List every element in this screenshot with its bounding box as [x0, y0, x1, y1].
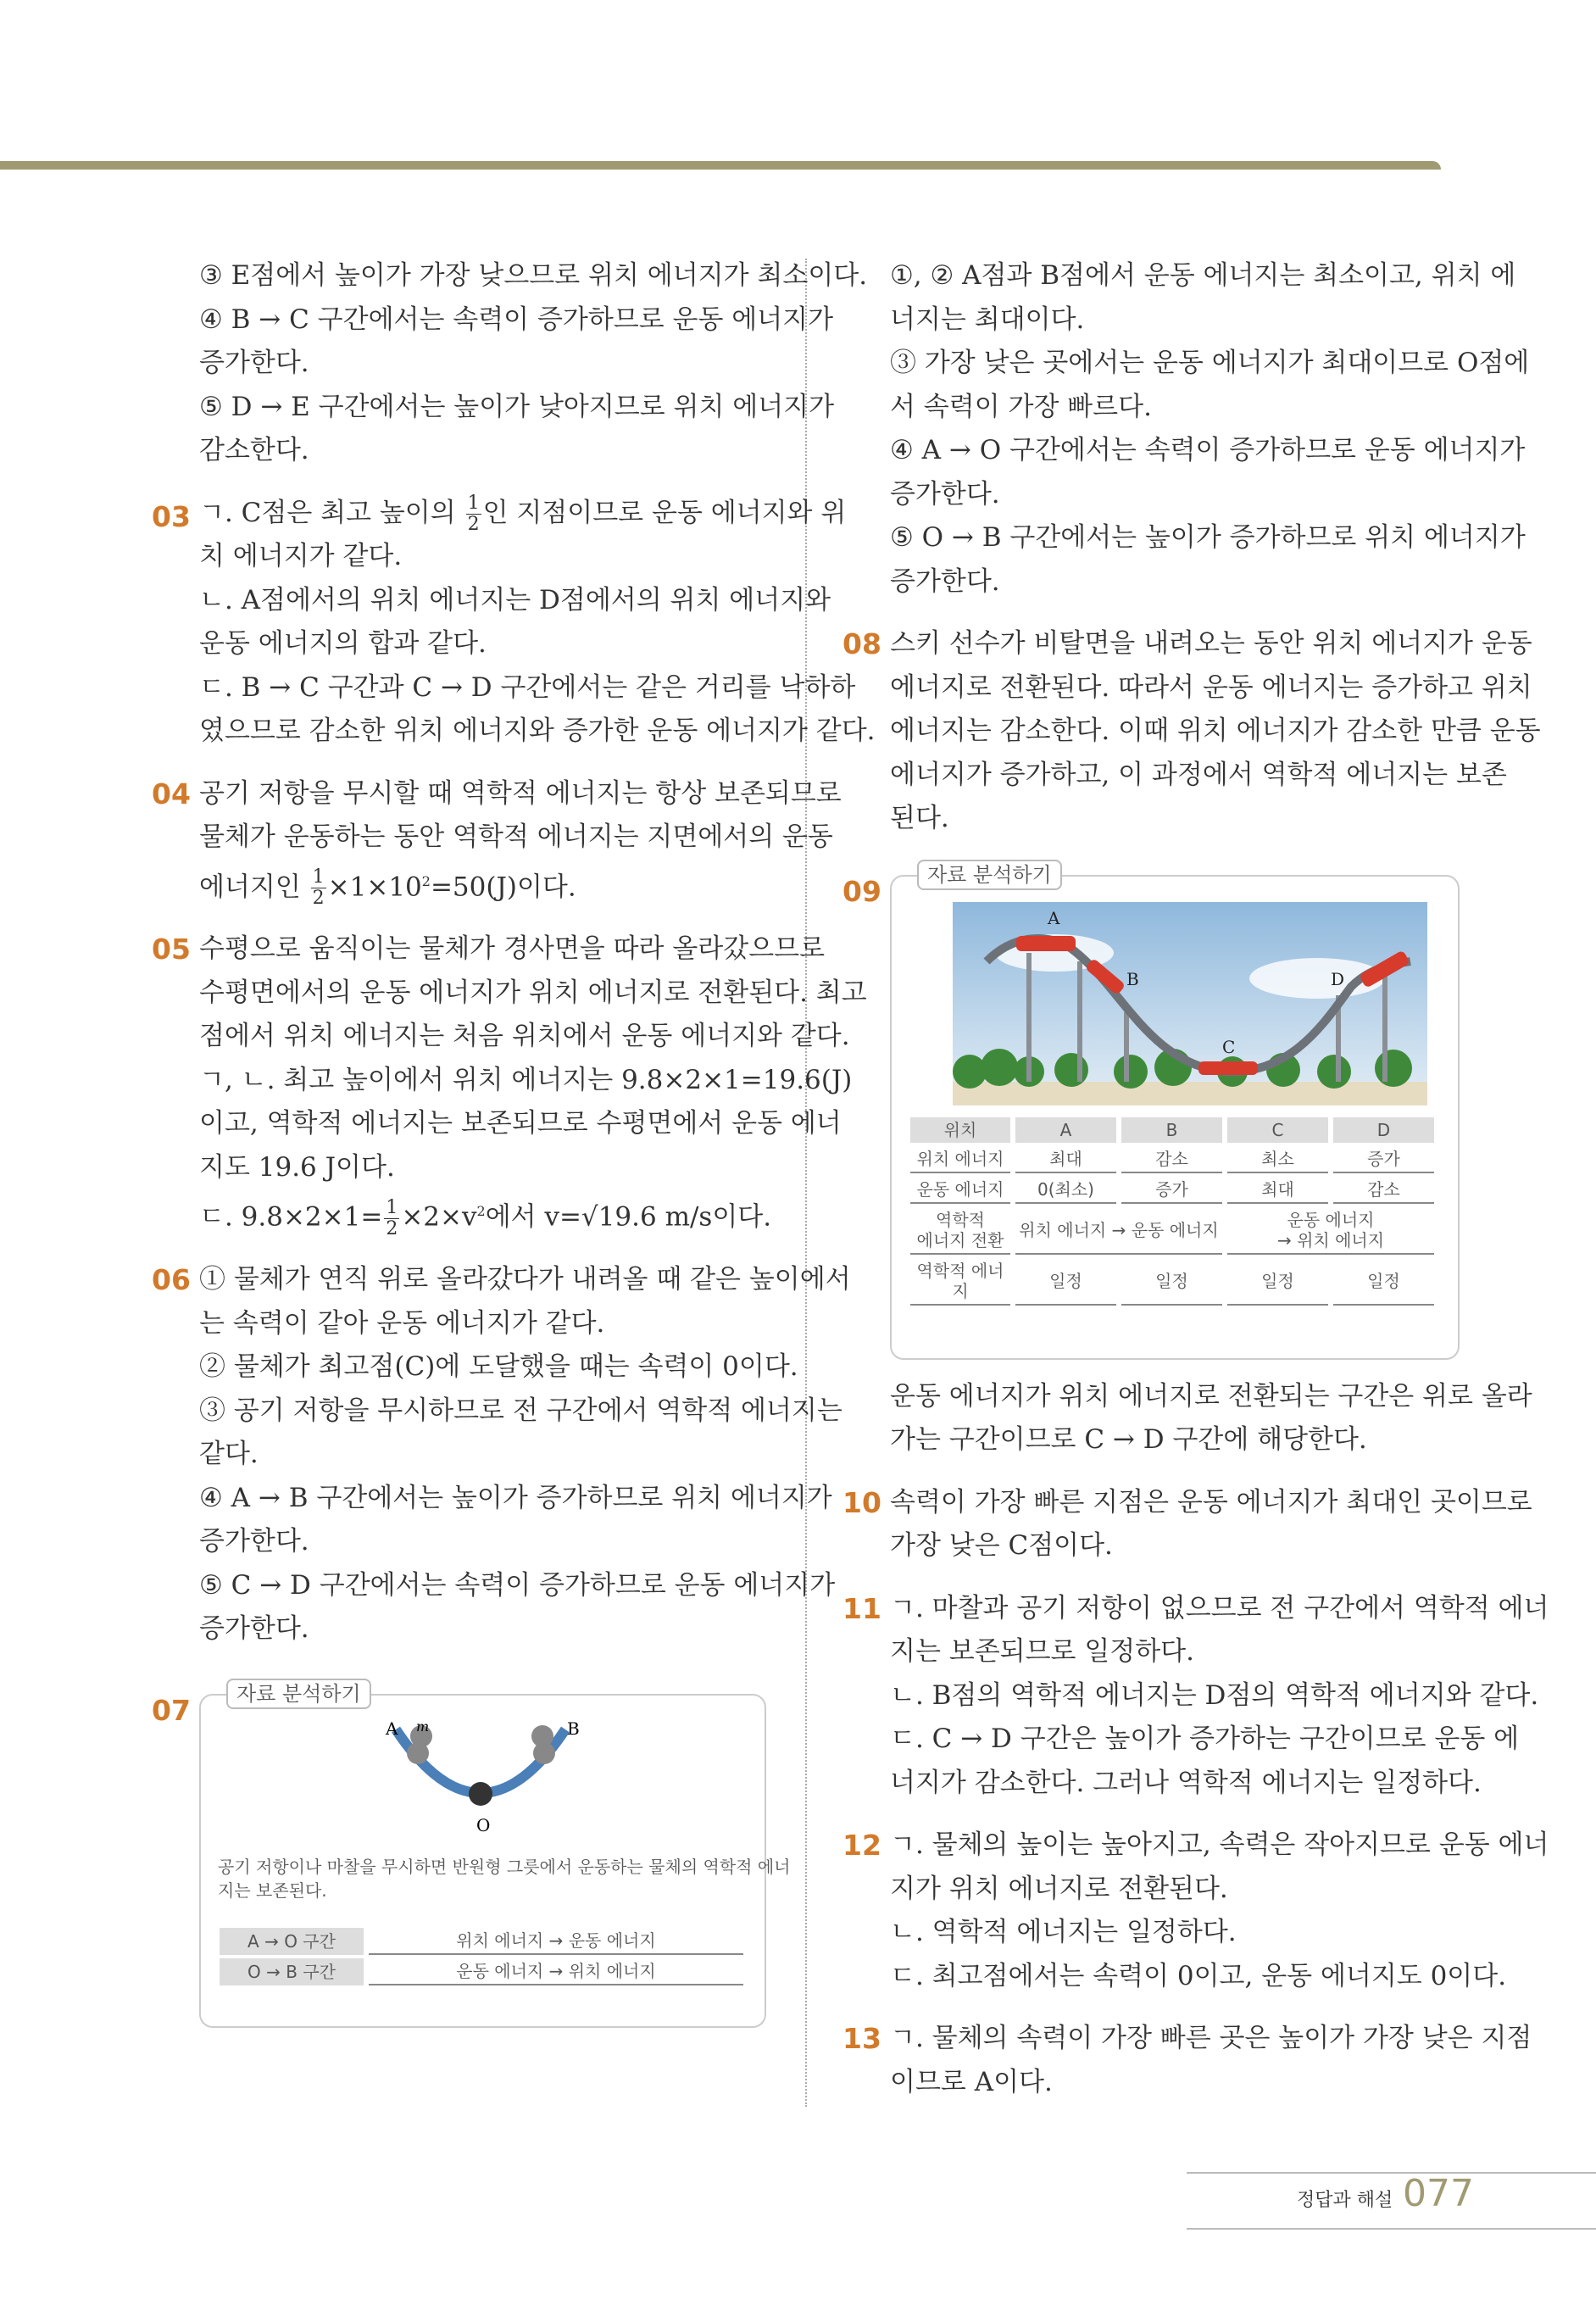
text: ㄱ. C점은 최고 높이의	[199, 497, 464, 528]
table-row	[910, 1207, 1434, 1255]
text-line: ㄱ. 물체의 높이는 높아지고, 속력은 작아지므로 운동 에너	[890, 1829, 1549, 1860]
table-row	[220, 1928, 743, 1955]
answer-block-07-cont	[890, 254, 1530, 604]
answer-08	[842, 622, 1541, 841]
cell-line: 에너지 전환	[916, 1229, 1004, 1250]
footer-rule	[1187, 2228, 1596, 2230]
data-analysis-box	[890, 862, 1460, 1360]
question-number: 08	[842, 627, 881, 660]
table-cell: 최대	[1227, 1177, 1328, 1204]
question-number: 06	[152, 1263, 191, 1297]
table-cell	[910, 1207, 1010, 1255]
text-line: 공기 저항을 무시할 때 역학적 에너지는 항상 보존되므로	[199, 777, 842, 809]
text-line: ⑤ C → D 구간에서는 속력이 증가하므로 운동 에너지가	[199, 1569, 836, 1601]
table-cell: A → O 구간	[220, 1928, 364, 1955]
text-line: ㄴ. 역학적 에너지는 일정하다.	[890, 1917, 1237, 1947]
text-line: 서 속력이 가장 빠르다.	[890, 391, 1152, 422]
text-line: 속력이 가장 빠른 지점은 운동 에너지가 최대인 곳이므로	[890, 1486, 1532, 1518]
table-cell: 역학적 에너지	[910, 1258, 1010, 1306]
answer-block-02-cont	[199, 254, 868, 473]
text-line: 너지는 최대이다.	[890, 304, 1085, 335]
table-cell: 일정	[1227, 1258, 1328, 1306]
answer-07	[152, 1681, 791, 2028]
table-cell: 감소	[1333, 1177, 1434, 1204]
text-line: 에너지가 증가하고, 이 과정에서 역학적 에너지는 보존	[890, 759, 1507, 790]
point-c-label: C	[1222, 1036, 1236, 1057]
text-line: 이고, 역학적 에너지는 보존되므로 수평면에서 운동 에너	[199, 1108, 842, 1139]
text: ×1×10	[327, 871, 422, 902]
ball	[407, 1742, 429, 1764]
text-line: ② 물체가 최고점(C)에 도달했을 때는 속력이 0이다.	[199, 1351, 798, 1383]
text-line: 너지가 감소한다. 그러나 역학적 에너지는 일정하다.	[890, 1767, 1482, 1798]
text-line: 감소한다.	[199, 435, 309, 465]
text-line: ④ B → C 구간에서는 속력이 증가하므로 운동 에너지가	[199, 304, 834, 335]
text-line: ㄷ. C → D 구간은 높이가 증가하는 구간이므로 운동 에	[890, 1724, 1520, 1754]
header-rule	[0, 161, 1441, 170]
bowl-diagram	[201, 1712, 765, 1840]
numerator: 1	[312, 866, 325, 888]
fraction	[311, 867, 326, 909]
text: =50(J)이다.	[430, 871, 576, 902]
text-line: 치 에너지가 같다.	[199, 541, 403, 571]
numerator: 1	[386, 1196, 398, 1218]
text-line	[199, 492, 847, 536]
footer-rule	[1187, 2172, 1596, 2174]
text-line: 증가한다.	[199, 1613, 309, 1645]
table-cell: 최소	[1227, 1146, 1328, 1173]
table-row	[220, 1958, 743, 1985]
exponent: 2	[421, 872, 431, 889]
table-cell: 증가	[1121, 1177, 1222, 1204]
text-line: ⑤ D → E 구간에서는 높이가 낮아지므로 위치 에너지가	[199, 391, 835, 422]
table-cell: 최대	[1015, 1146, 1116, 1173]
answer-09	[842, 862, 1532, 1462]
right-column	[842, 254, 1549, 2104]
text-line: 지는 보존되므로 일정하다.	[890, 1636, 1194, 1667]
answer-04	[152, 772, 842, 910]
note-line: 지는 보존된다.	[218, 1880, 327, 1901]
text: ㄷ. 9.8×2×1=	[199, 1201, 383, 1233]
box-tab: 자료 분석하기	[917, 860, 1062, 890]
text-line: ④ A → B 구간에서는 높이가 증가하므로 위치 에너지가	[199, 1482, 832, 1513]
table-cell: O → B 구간	[220, 1958, 364, 1985]
text-line: 물체가 운동하는 동안 역학적 에너지는 지면에서의 운동	[199, 821, 833, 852]
text-line: 증가한다.	[199, 1526, 309, 1557]
footer-label: 정답과 해설	[1297, 2190, 1393, 2211]
table-cell: 일정	[1121, 1258, 1222, 1306]
question-number: 13	[842, 2022, 881, 2055]
answer-09-text	[890, 1375, 1532, 1462]
fraction	[466, 493, 481, 535]
question-number: 03	[152, 499, 191, 533]
text-line: 된다.	[890, 803, 949, 833]
answer-13	[842, 2017, 1532, 2104]
point-b-label: B	[1126, 968, 1139, 989]
answer-10	[842, 1481, 1532, 1568]
roller-coaster-illustration	[953, 902, 1427, 1105]
table-header-row	[910, 1117, 1434, 1143]
cell-line: 역학적	[936, 1209, 985, 1230]
table-cell: 위치	[910, 1117, 1010, 1143]
text-line: 같다.	[199, 1439, 259, 1470]
text-line: ① 물체가 연직 위로 올라갔다가 내려올 때 같은 높이에서	[199, 1264, 851, 1295]
text-line	[199, 860, 776, 910]
text-line: 에너지로 전환된다. 따라서 운동 에너지는 증가하고 위치	[890, 671, 1532, 703]
question-number: 09	[842, 874, 881, 908]
text-line: 가는 구간이므로 C → D 구간에 해당한다.	[890, 1424, 1367, 1455]
text-line: ㄱ. 마찰과 공기 저항이 없으므로 전 구간에서 역학적 에너	[890, 1592, 1549, 1623]
text-line: ①, ② A점과 B점에서 운동 에너지는 최소이고, 위치 에	[890, 260, 1516, 291]
question-number: 05	[152, 933, 191, 966]
text-line: ③ E점에서 높이가 가장 낮으므로 위치 에너지가 최소이다.	[199, 260, 868, 291]
label-m: m	[416, 1718, 430, 1735]
question-number: 10	[842, 1485, 881, 1519]
text-line: 이므로 A이다.	[890, 2066, 1053, 2097]
text: 에서 v=√19.6 m/s이다.	[485, 1201, 772, 1233]
data-analysis-box	[199, 1681, 791, 2028]
coaster-car	[1016, 936, 1076, 951]
text-line: ㄴ. B점의 역학적 에너지는 D점의 역학적 에너지와 같다.	[890, 1679, 1539, 1711]
text-line: 점에서 위치 에너지는 처음 위치에서 운동 에너지와 같다.	[199, 1021, 850, 1052]
text-line: 수평으로 움직이는 물체가 경사면을 따라 올라갔으므로	[199, 933, 826, 965]
exponent: 2	[476, 1203, 486, 1220]
table-row	[910, 1146, 1434, 1173]
text-line: ㄱ, ㄴ. 최고 높이에서 위치 에너지는 9.8×2×1=19.6(J)	[199, 1064, 853, 1095]
label-b: B	[567, 1718, 580, 1739]
box-tab: 자료 분석하기	[226, 1679, 371, 1709]
text-line: ㄱ. 물체의 속력이 가장 빠른 곳은 높이가 가장 낮은 지점	[890, 2023, 1532, 2053]
note-line: 공기 저항이나 마찰을 무시하면 반원형 그릇에서 운동하는 물체의 역학적 에너	[218, 1856, 791, 1877]
cell-line: → 위치 에너지	[1276, 1229, 1385, 1250]
text-line: ③ 가장 낮은 곳에서는 운동 에너지가 최대이므로 O점에	[890, 348, 1530, 378]
box-note	[218, 1855, 790, 1902]
text-line: 는 속력이 같아 운동 에너지가 같다.	[199, 1307, 605, 1339]
text-line	[199, 1189, 776, 1239]
answer-05	[152, 927, 867, 1239]
answer-11	[842, 1587, 1549, 1806]
table-cell: 증가	[1333, 1146, 1434, 1173]
page-number: 077	[1403, 2172, 1474, 2215]
text-line: 지가 위치 에너지로 전환된다.	[890, 1873, 1228, 1904]
denominator: 2	[467, 513, 480, 535]
text-line: 였으므로 감소한 위치 에너지와 증가한 운동 에너지가 같다.	[199, 716, 876, 746]
cell-line: 운동 에너지	[1287, 1209, 1375, 1230]
fraction	[384, 1198, 399, 1239]
table-cell: D	[1333, 1117, 1434, 1143]
label-a: A	[386, 1718, 398, 1739]
table-cell: 운동 에너지 → 위치 에너지	[369, 1958, 743, 1985]
text-line: 증가한다.	[890, 478, 1000, 510]
label-o: O	[476, 1814, 491, 1835]
table-cell: 위치 에너지 → 운동 에너지	[1015, 1207, 1222, 1255]
answer-06	[152, 1258, 851, 1651]
table-cell: 위치 에너지 → 운동 에너지	[369, 1928, 743, 1955]
text-line: 운동 에너지가 위치 에너지로 전환되는 구간은 위로 올라	[890, 1380, 1532, 1412]
text-line: 스키 선수가 비탈면을 내려오는 동안 위치 에너지가 운동	[890, 628, 1532, 659]
table-cell: B	[1121, 1117, 1222, 1143]
question-number: 07	[152, 1693, 191, 1727]
text-line: 에너지는 감소한다. 이때 위치 에너지가 감소한 만큼 운동	[890, 716, 1541, 746]
table-cell: 일정	[1015, 1258, 1116, 1306]
coaster-car	[1198, 1061, 1258, 1075]
table-cell: A	[1015, 1117, 1116, 1143]
numerator: 1	[467, 492, 480, 514]
ball	[469, 1782, 492, 1806]
table-row	[910, 1177, 1434, 1204]
denominator: 2	[386, 1217, 398, 1239]
text: 인 지점이므로 운동 에너지와 위	[482, 497, 847, 528]
ball	[533, 1742, 555, 1764]
question-number: 11	[842, 1591, 881, 1625]
denominator: 2	[312, 887, 325, 909]
column-divider	[805, 259, 807, 2107]
energy-position-table	[905, 1114, 1439, 1309]
table-row	[910, 1258, 1434, 1306]
table-cell: 운동 에너지	[910, 1177, 1010, 1204]
text: 에너지인	[199, 871, 309, 902]
text-line: 증가한다.	[199, 348, 309, 378]
table-cell	[1227, 1207, 1434, 1255]
point-a-label: A	[1048, 907, 1060, 928]
text-line: 가장 낮은 C점이다.	[890, 1530, 1113, 1561]
text-line: ⑤ O → B 구간에서는 높이가 증가하므로 위치 에너지가	[890, 522, 1526, 553]
question-number: 04	[152, 777, 191, 810]
text-line: 운동 에너지의 합과 같다.	[199, 628, 487, 659]
text-line: 지도 19.6 J이다.	[199, 1151, 395, 1183]
text-line: ㄴ. A점에서의 위치 에너지는 D점에서의 위치 에너지와	[199, 584, 831, 615]
table-cell: C	[1227, 1117, 1328, 1143]
answer-12	[842, 1824, 1549, 1998]
point-d-label: D	[1331, 968, 1345, 989]
table-cell: 0(최소)	[1015, 1177, 1116, 1204]
text-line: 증가한다.	[890, 565, 1000, 597]
question-number: 12	[842, 1829, 881, 1862]
text-line: ㄷ. B → C 구간과 C → D 구간에서는 같은 거리를 낙하하	[199, 671, 856, 703]
text-line: 수평면에서의 운동 에너지가 위치 에너지로 전환된다. 최고	[199, 977, 867, 1008]
table-cell: 감소	[1121, 1146, 1222, 1173]
text: ×2×v	[401, 1201, 477, 1233]
table-cell: 위치 에너지	[910, 1146, 1010, 1173]
text-line: ③ 공기 저항을 무시하므로 전 구간에서 역학적 에너지는	[199, 1395, 842, 1426]
text-line: ④ A → O 구간에서는 속력이 증가하므로 운동 에너지가	[890, 435, 1526, 465]
text-line: ㄷ. 최고점에서는 속력이 0이고, 운동 에너지도 0이다.	[890, 1960, 1507, 1991]
energy-table	[214, 1924, 748, 1989]
table-cell: 일정	[1333, 1258, 1434, 1306]
